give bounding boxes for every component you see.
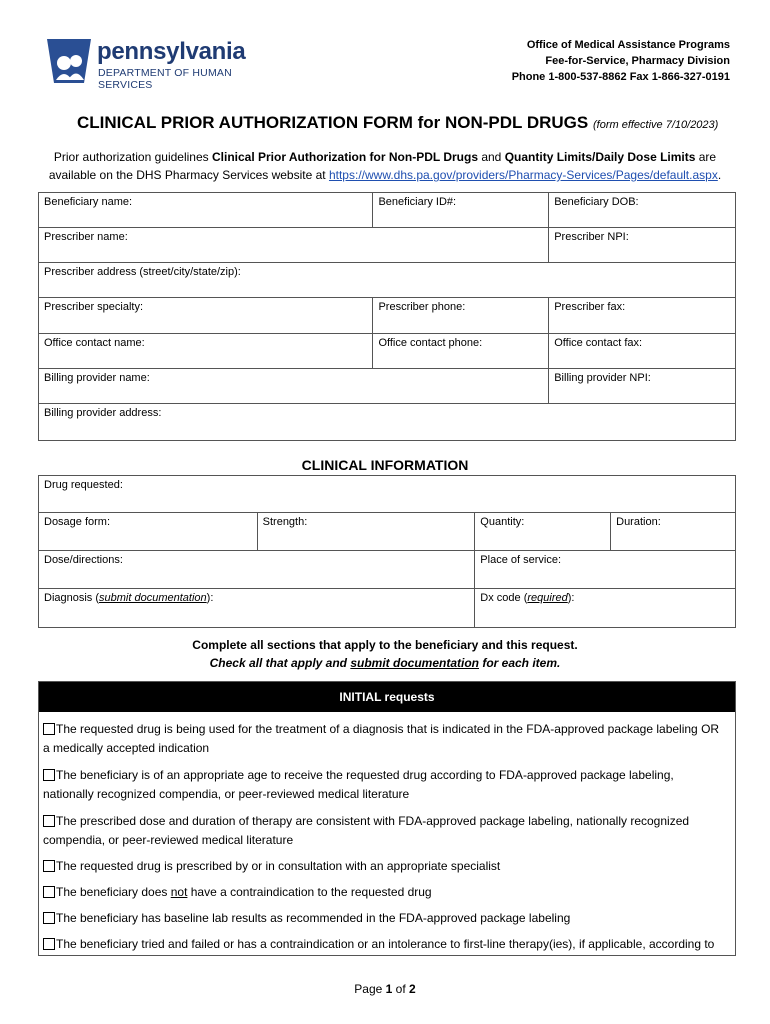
logo-name: pennsylvania	[97, 38, 246, 65]
field-label: Drug requested:	[44, 479, 123, 491]
form-title-main: CLINICAL PRIOR AUTHORIZATION FORM for NON-PDL DRUGS	[77, 113, 589, 132]
field-label: Strength:	[262, 516, 308, 528]
checkbox-first-line-therapy[interactable]	[43, 938, 55, 950]
initial-item-5	[43, 883, 723, 902]
quantity-field[interactable]	[475, 513, 611, 551]
page-current: 1	[385, 982, 393, 996]
checkbox-specialist[interactable]	[43, 860, 55, 872]
office-info	[512, 37, 730, 85]
field-label: Quantity:	[480, 516, 525, 528]
field-label: Beneficiary name:	[44, 196, 133, 208]
field-label: Dx code (	[480, 592, 528, 604]
field-label: Prescriber specialty:	[44, 301, 144, 313]
office-contact-phone-field[interactable]	[373, 334, 549, 369]
form-title	[77, 113, 718, 133]
instructions-part: Check all that apply and	[209, 656, 351, 670]
field-label: Billing provider name:	[44, 372, 150, 384]
field-label: Prescriber address (street/city/state/zip):	[44, 266, 241, 278]
beneficiary-dob-field[interactable]	[549, 193, 736, 228]
checkbox-baseline-labs[interactable]	[43, 912, 55, 924]
field-label: Office contact name:	[44, 337, 145, 349]
beneficiary-table	[38, 192, 736, 441]
initial-item-6	[43, 909, 723, 928]
prescriber-npi-field[interactable]	[549, 228, 736, 263]
billing-provider-address-field[interactable]	[39, 404, 736, 441]
item-text-not: not	[170, 885, 188, 899]
diagnosis-field[interactable]	[39, 589, 475, 628]
prescriber-phone-field[interactable]	[373, 298, 549, 334]
initial-item-4	[43, 857, 723, 876]
page-number	[0, 982, 770, 996]
clinical-information-heading: CLINICAL INFORMATION	[301, 457, 469, 473]
page-of: of	[392, 982, 410, 996]
item-text: The beneficiary has baseline lab results as recommended in the FDA-approved package labeling	[56, 911, 571, 925]
beneficiary-id-field[interactable]	[373, 193, 549, 228]
field-label: Beneficiary ID#:	[378, 196, 457, 208]
intro-part: and	[478, 150, 505, 164]
place-of-service-field[interactable]	[475, 551, 736, 589]
item-text: The requested drug is being used for the treatment of a diagnosis that is indicated in the FDA-approved package labeling OR a medically accepted indication	[43, 722, 720, 755]
item-text: The beneficiary is of an appropriate age to receive the requested drug according to FDA-approved package labeling, nationally recognized compendia, or peer-reviewed medical literature	[43, 768, 674, 801]
field-label: Prescriber NPI:	[554, 231, 629, 243]
instructions-part: for each item.	[479, 656, 561, 670]
field-label: Beneficiary DOB:	[554, 196, 639, 208]
logo-dept: DEPARTMENT OF HUMAN SERVICES	[98, 67, 232, 91]
dhs-logo	[44, 36, 284, 91]
field-label: Diagnosis (	[44, 592, 100, 604]
intro-guideline-2: Quantity Limits/Daily Dose Limits	[504, 150, 696, 164]
checkbox-diagnosis-indication[interactable]	[43, 723, 55, 735]
item-text: The beneficiary does	[56, 885, 171, 899]
checkbox-dose-duration[interactable]	[43, 815, 55, 827]
item-text: have a contraindication to the requested drug	[187, 885, 432, 899]
instructions-submit-doc: submit documentation	[350, 656, 479, 670]
drug-requested-field[interactable]	[39, 476, 736, 513]
field-label: Prescriber name:	[44, 231, 128, 243]
dhs-pharmacy-link[interactable]: https://www.dhs.pa.gov/providers/Pharmacy-Services/Pages/default.aspx	[328, 168, 718, 182]
intro-part: Prior authorization guidelines	[53, 150, 212, 164]
prescriber-name-field[interactable]	[39, 228, 549, 263]
initial-item-2	[43, 766, 723, 804]
form-effective-date: (form effective 7/10/2023)	[592, 119, 719, 131]
field-label: Dosage form:	[44, 516, 111, 528]
field-label: Duration:	[616, 516, 661, 528]
initial-requests-section	[38, 681, 736, 956]
keystone-icon	[44, 36, 94, 86]
office-contact-name-field[interactable]	[39, 334, 373, 369]
field-label: Dose/directions:	[44, 554, 123, 566]
instructions-line-2	[0, 654, 770, 672]
billing-provider-npi-field[interactable]	[549, 369, 736, 404]
initial-requests-heading: INITIAL requests	[39, 682, 735, 712]
item-text: The requested drug is prescribed by or in consultation with an appropriate specialist	[56, 859, 501, 873]
initial-item-3	[43, 812, 723, 850]
office-contact-fax-field[interactable]	[549, 334, 736, 369]
item-text: The beneficiary tried and failed or has a contraindication or an intolerance to first-line therapy(ies), if applicable, according to	[56, 937, 715, 951]
prescriber-specialty-field[interactable]	[39, 298, 373, 334]
prescriber-address-field[interactable]	[39, 263, 736, 298]
billing-provider-name-field[interactable]	[39, 369, 549, 404]
page-label: Page	[354, 982, 386, 996]
checkbox-contraindication[interactable]	[43, 886, 55, 898]
field-label: Billing provider address:	[44, 407, 162, 419]
strength-field[interactable]	[257, 513, 475, 551]
beneficiary-name-field[interactable]	[39, 193, 373, 228]
dosage-form-field[interactable]	[39, 513, 258, 551]
field-label: ):	[206, 592, 214, 604]
submit-documentation-note: submit documentation	[99, 592, 207, 604]
intro-part: .	[717, 168, 722, 182]
intro-text	[30, 148, 740, 184]
field-label: Prescriber fax:	[554, 301, 626, 313]
intro-guideline-1: Clinical Prior Authorization for Non-PDL Drugs	[211, 150, 478, 164]
field-label: Place of service:	[480, 554, 561, 566]
prescriber-fax-field[interactable]	[549, 298, 736, 334]
clinical-table	[38, 475, 736, 628]
dose-directions-field[interactable]	[39, 551, 475, 589]
initial-item-7	[43, 935, 723, 954]
office-line-1: Office of Medical Assistance Programs	[526, 39, 730, 51]
field-label: Office contact fax:	[554, 337, 643, 349]
office-line-3: Phone 1-800-537-8862 Fax 1-866-327-0191	[511, 71, 730, 83]
dx-code-field[interactable]	[475, 589, 736, 628]
office-line-2: Fee-for-Service, Pharmacy Division	[545, 55, 730, 67]
field-label: ):	[567, 592, 575, 604]
instructions-line-1: Complete all sections that apply to the beneficiary and this request.	[192, 638, 578, 652]
duration-field[interactable]	[611, 513, 736, 551]
required-note: required	[527, 592, 568, 604]
field-label: Prescriber phone:	[378, 301, 466, 313]
initial-item-1	[43, 720, 723, 758]
checkbox-appropriate-age[interactable]	[43, 769, 55, 781]
field-label: Billing provider NPI:	[554, 372, 651, 384]
instructions	[0, 636, 770, 672]
field-label: Office contact phone:	[378, 337, 483, 349]
item-text: The prescribed dose and duration of therapy are consistent with FDA-approved package labeling, nationally recognized compendia, or peer-reviewed medical literature	[43, 814, 690, 847]
intro-part: are available on the DHS Pharmacy Services website at	[48, 150, 717, 182]
page-total: 2	[409, 982, 416, 996]
